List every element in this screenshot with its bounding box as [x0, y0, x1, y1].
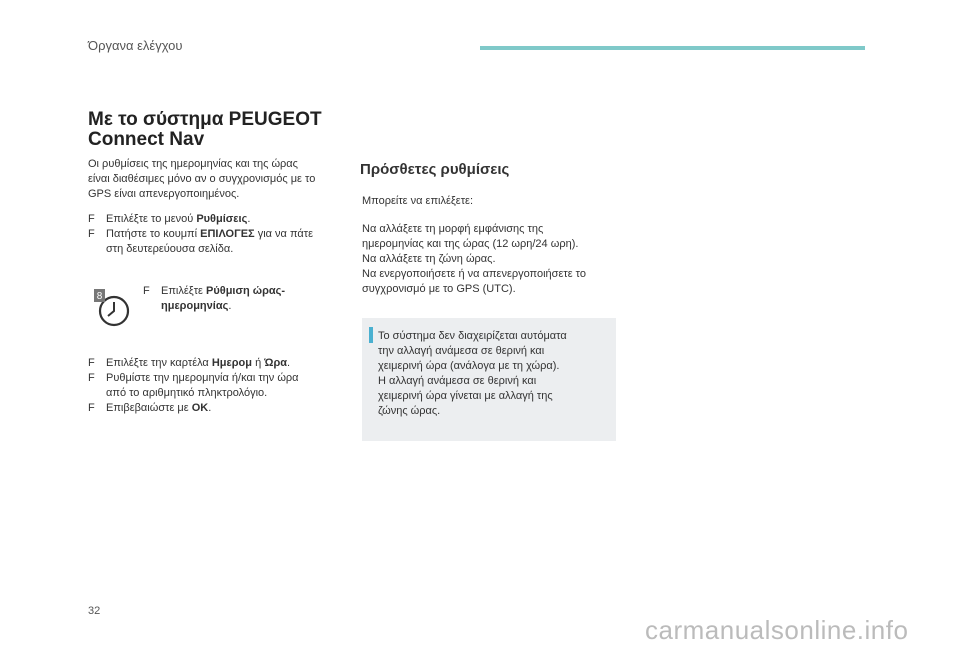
section-header: Όργανα ελέγχου	[88, 38, 183, 53]
section-title: Πρόσθετες ρυθμίσεις	[360, 161, 510, 178]
step-options: F Πατήστε το κουμπί ΕΠΙΛΟΓΕΣ για να πάτε στη δευτερεύουσα σελίδα.	[88, 228, 314, 255]
bullet-icon: F	[143, 285, 150, 297]
right-intro: Μπορείτε να επιλέξετε:	[362, 195, 474, 207]
right-options: Να αλλάξετε τη μορφή εμφάνισης της ημερομηνίας και της ώρας (12 ωρη/24 ωρη). Να αλλάξετε τη ζώνη ώρας. Να ενεργοποιήσετε ή να απενεργοποιήσετε το συγχρονισμό με το GPS (UTC).	[362, 223, 586, 295]
clock-icon	[94, 289, 134, 329]
watermark: carmanualsonline.info	[645, 615, 909, 645]
step-adjust: F Ρυθμίστε την ημερομηνία ή/και την ώρα από το αριθμητικό πληκτρολόγιο.	[88, 372, 299, 399]
step-settings: F Επιλέξτε το μενού Ρυθμίσεις.	[88, 213, 251, 225]
header-bar	[480, 46, 865, 50]
bullet-icon: F	[88, 402, 95, 414]
step-tab: F Επιλέξτε την καρτέλα Ημερομ ή Ώρα.	[88, 357, 291, 369]
intro-text: Οι ρυθμίσεις της ημερομηνίας και της ώρας είναι διαθέσιμες μόνο αν ο συγχρονισμός με το GPS είναι απενεργοποιημένος.	[88, 158, 316, 200]
info-icon	[369, 327, 373, 343]
page-title: Με το σύστημα PEUGEOT Connect Nav	[88, 109, 322, 150]
page-number: 32	[88, 605, 101, 617]
note-box: Το σύστημα δεν διαχειρίζεται αυτόματα την αλλαγή ανάμεσα σε θερινή και χειμερινή ώρα (ανάλογα με τη χώρα). Η αλλαγή ανάμεσα σε θερινή και χειμερινή ώρα γίνεται με αλλαγή της ζώνης ώρας.	[362, 318, 616, 441]
bullet-icon: F	[88, 372, 95, 384]
bullet-icon: F	[88, 213, 95, 225]
bullet-icon: F	[88, 228, 95, 240]
bullet-icon: F	[88, 357, 95, 369]
step-confirm: F Επιβεβαιώστε με OK.	[88, 402, 212, 414]
step-time-date: F Επιλέξτε Ρύθμιση ώρας- ημερομηνίας.	[143, 285, 286, 312]
svg-text:8: 8	[96, 291, 103, 302]
